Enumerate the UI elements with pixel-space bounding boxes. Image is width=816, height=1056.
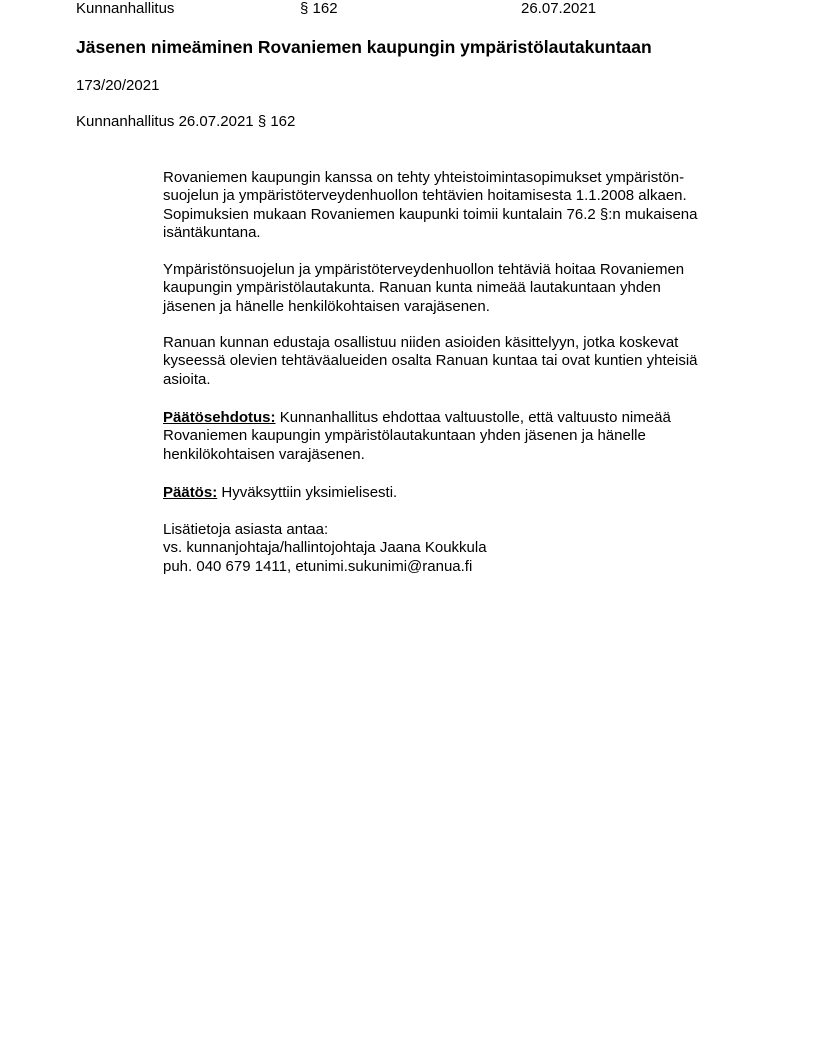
text-line: Lisätietoja asiasta antaa: [163, 521, 329, 538]
text-line: kyseessä olevien tehtäväalueiden osalta Ranuan kuntaa tai ovat kuntien yhteisiä [163, 352, 698, 370]
text-line: isäntäkuntana. [163, 223, 261, 241]
decision [163, 484, 397, 502]
decision-label: Päätös: [163, 484, 218, 501]
paragraph-3 [163, 334, 698, 389]
text-line: kaupungin ympäristölautakunta. Ranuan kunta nimeää lautakuntaan yhden [163, 279, 661, 297]
header-section: § 162 [300, 0, 338, 17]
paragraph-2 [163, 261, 684, 316]
paragraph-1 [163, 169, 697, 242]
proposal-label: Päätösehdotus: [163, 409, 276, 426]
diary-number: 173/20/2021 [76, 77, 160, 94]
header-date: 26.07.2021 [521, 0, 597, 17]
decision-text: Hyväksyttiin yksimielisesti. [221, 484, 398, 501]
text-line: vs. kunnanjohtaja/hallintojohtaja Jaana Koukkula [163, 539, 487, 557]
text-line: Ranuan kunnan edustaja osallistuu niiden asioiden käsittelyyn, jotka koskevat [163, 334, 679, 351]
header-body: Kunnanhallitus [76, 0, 175, 17]
page-title: Jäsenen nimeäminen Rovaniemen kaupungin ympäristölautakuntaan [76, 37, 652, 57]
text-line: Rovaniemen kaupungin kanssa on tehty yhteistoimintasopimukset ympäristön- [163, 169, 685, 186]
text-line: henkilökohtaisen varajäsenen. [163, 445, 365, 463]
contact-info [163, 521, 487, 576]
text-line: Kunnanhallitus ehdottaa valtuustolle, että valtuusto nimeää [279, 409, 671, 426]
text-line: suojelun ja ympäristöterveydenhuollon tehtävien hoitamisesta 1.1.2008 alkaen. [163, 187, 687, 205]
text-line: Sopimuksien mukaan Rovaniemen kaupunki toimii kuntalain 76.2 §:n mukaisena [163, 205, 698, 223]
text-line: puh. 040 679 1411, etunimi.sukunimi@ranua.fi [163, 557, 473, 575]
proposal [163, 409, 671, 464]
meeting-reference: Kunnanhallitus 26.07.2021 § 162 [76, 113, 296, 130]
text-line: jäsenen ja hänelle henkilökohtaisen varajäsenen. [163, 297, 490, 315]
text-line: asioita. [163, 370, 211, 388]
text-line: Ympäristönsuojelun ja ympäristöterveydenhuollon tehtäviä hoitaa Rovaniemen [163, 261, 685, 278]
text-line: Rovaniemen kaupungin ympäristölautakuntaan yhden jäsenen ja hänelle [163, 427, 646, 445]
